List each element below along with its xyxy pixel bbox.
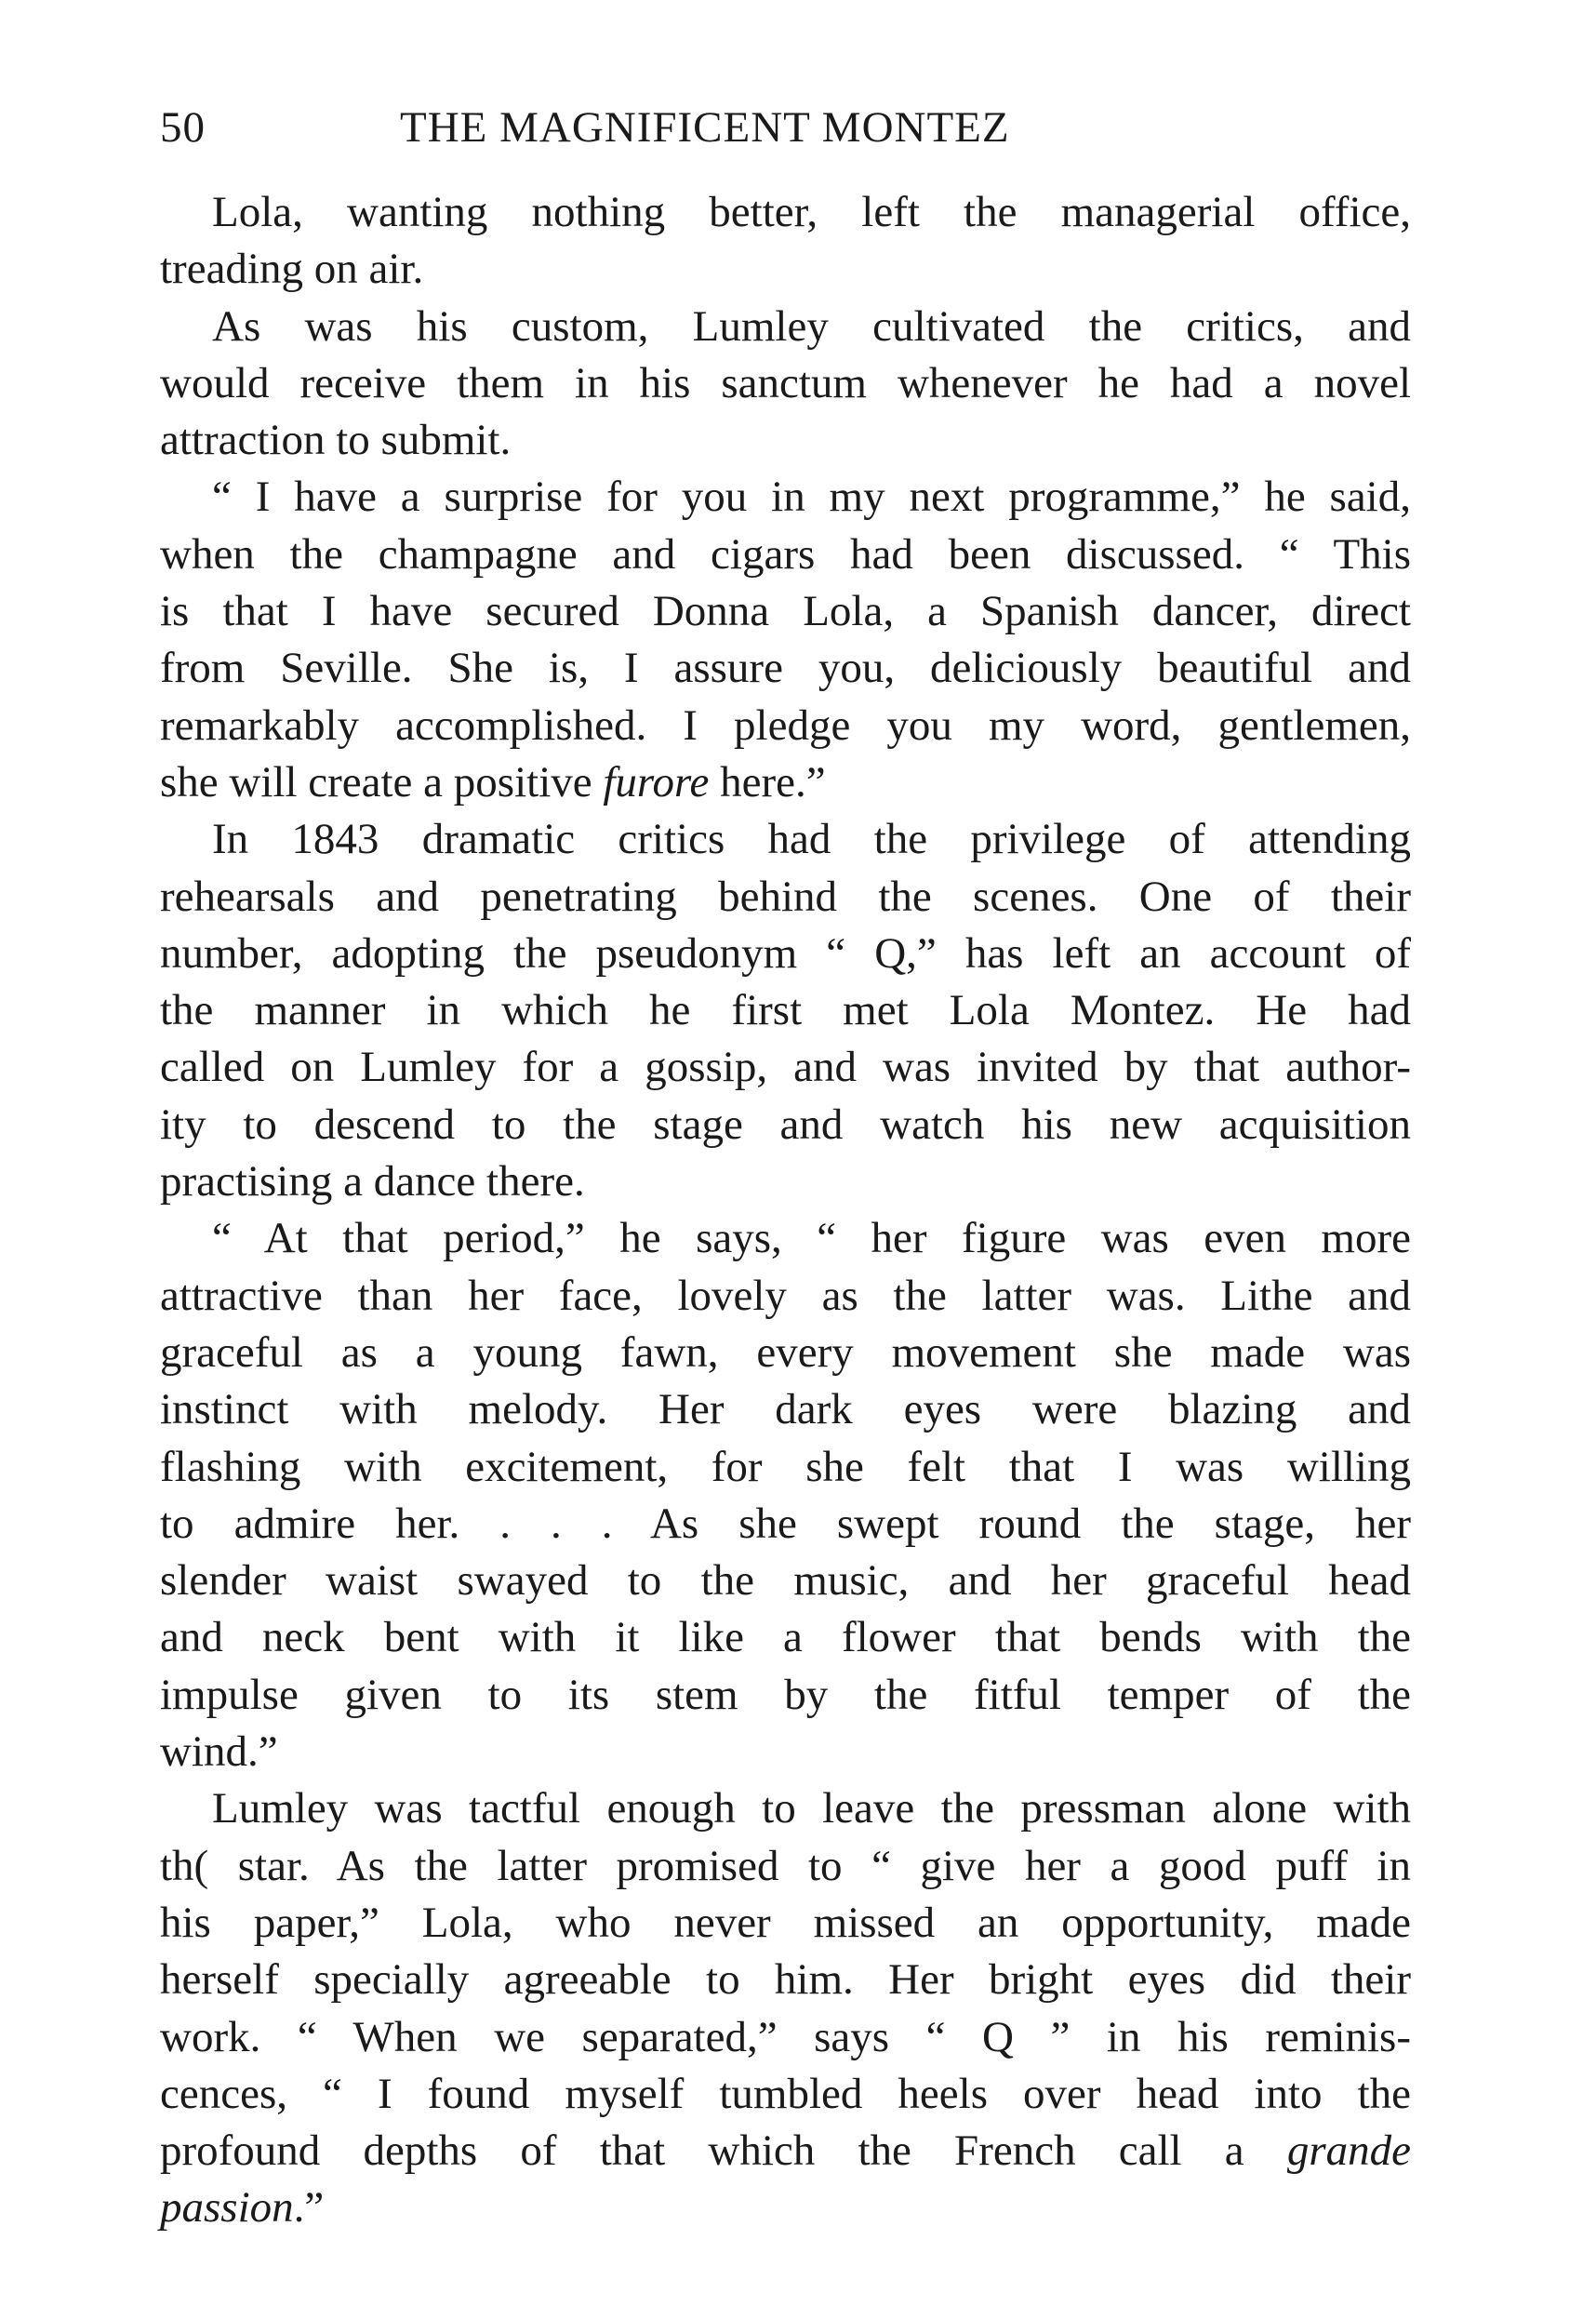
text-line: passion.” bbox=[160, 2183, 325, 2233]
text-line: number, adopting the pseudonym “ Q,” has left an account of bbox=[160, 928, 1411, 978]
text-line: slender waist swayed to the music, and her graceful head bbox=[160, 1556, 1411, 1606]
text-line: wind.” bbox=[160, 1727, 278, 1777]
text-line: the manner in which he first met Lola Montez. He had bbox=[160, 986, 1411, 1035]
text-line: his paper,” Lola, who never missed an opportunity, made bbox=[160, 1898, 1411, 1947]
text-line: “ At that period,” he says, “ her figure was even more bbox=[212, 1214, 1411, 1263]
text-line: profound depths of that which the French call a grande bbox=[160, 2126, 1411, 2176]
text-line: practising a dance there. bbox=[160, 1157, 585, 1206]
text-line: As was his custom, Lumley cultivated the critics, and bbox=[212, 301, 1411, 351]
text-line: instinct with melody. Her dark eyes were blazing and bbox=[160, 1385, 1411, 1434]
body-text bbox=[160, 184, 1411, 2237]
text-line: remarkably accomplished. I pledge you my word, gentlemen, bbox=[160, 700, 1411, 750]
text-line: treading on air. bbox=[160, 245, 424, 294]
text-line: called on Lumley for a gossip, and was invited by that author- bbox=[160, 1043, 1411, 1092]
text-line: rehearsals and penetrating behind the scenes. One of their bbox=[160, 872, 1411, 921]
text-line: to admire her. . . . As she swept round the stage, her bbox=[160, 1499, 1411, 1548]
text-line: and neck bent with it like a flower that bends with the bbox=[160, 1613, 1411, 1662]
text-line: “ I have a surprise for you in my next programme,” he said, bbox=[212, 473, 1411, 522]
text-line: when the champagne and cigars had been discussed. “ This bbox=[160, 529, 1411, 579]
text-line: is that I have secured Donna Lola, a Spanish dancer, direct bbox=[160, 587, 1411, 636]
text-line: Lola, wanting nothing better, left the managerial office, bbox=[212, 188, 1411, 236]
page-number: 50 bbox=[160, 103, 206, 152]
text-line: herself specially agreeable to him. Her bright eyes did their bbox=[160, 1955, 1411, 2005]
text-line: from Seville. She is, I assure you, deliciously beautiful and bbox=[160, 644, 1411, 693]
text-line: she will create a positive furore here.” bbox=[160, 757, 826, 806]
text-line: cences, “ I found myself tumbled heels over head into the bbox=[160, 2069, 1411, 2118]
page-header bbox=[160, 102, 1416, 167]
text-line: ity to descend to the stage and watch his new acquisition bbox=[160, 1100, 1411, 1149]
text-line: flashing with excitement, for she felt that I was willing bbox=[160, 1442, 1411, 1491]
text-line: In 1843 dramatic critics had the privilege of attending bbox=[212, 815, 1411, 864]
text-line: attractive than her face, lovely as the latter was. Lithe and bbox=[160, 1271, 1411, 1320]
text-line: Lumley was tactful enough to leave the pressman alone with bbox=[212, 1784, 1411, 1833]
text-line: work. “ When we separated,” says “ Q ” in his reminis- bbox=[160, 2012, 1411, 2061]
text-line: would receive them in his sanctum whenever he had a novel bbox=[160, 358, 1411, 407]
text-line: graceful as a young fawn, every movement she made was bbox=[160, 1327, 1411, 1377]
text-line: th( star. As the latter promised to “ give her a good puff in bbox=[160, 1841, 1411, 1890]
text-line: impulse given to its stem by the fitful temper of the bbox=[160, 1670, 1411, 1719]
running-title: THE MAGNIFICENT MONTEZ bbox=[400, 103, 1010, 152]
text-line: attraction to submit. bbox=[160, 416, 512, 465]
